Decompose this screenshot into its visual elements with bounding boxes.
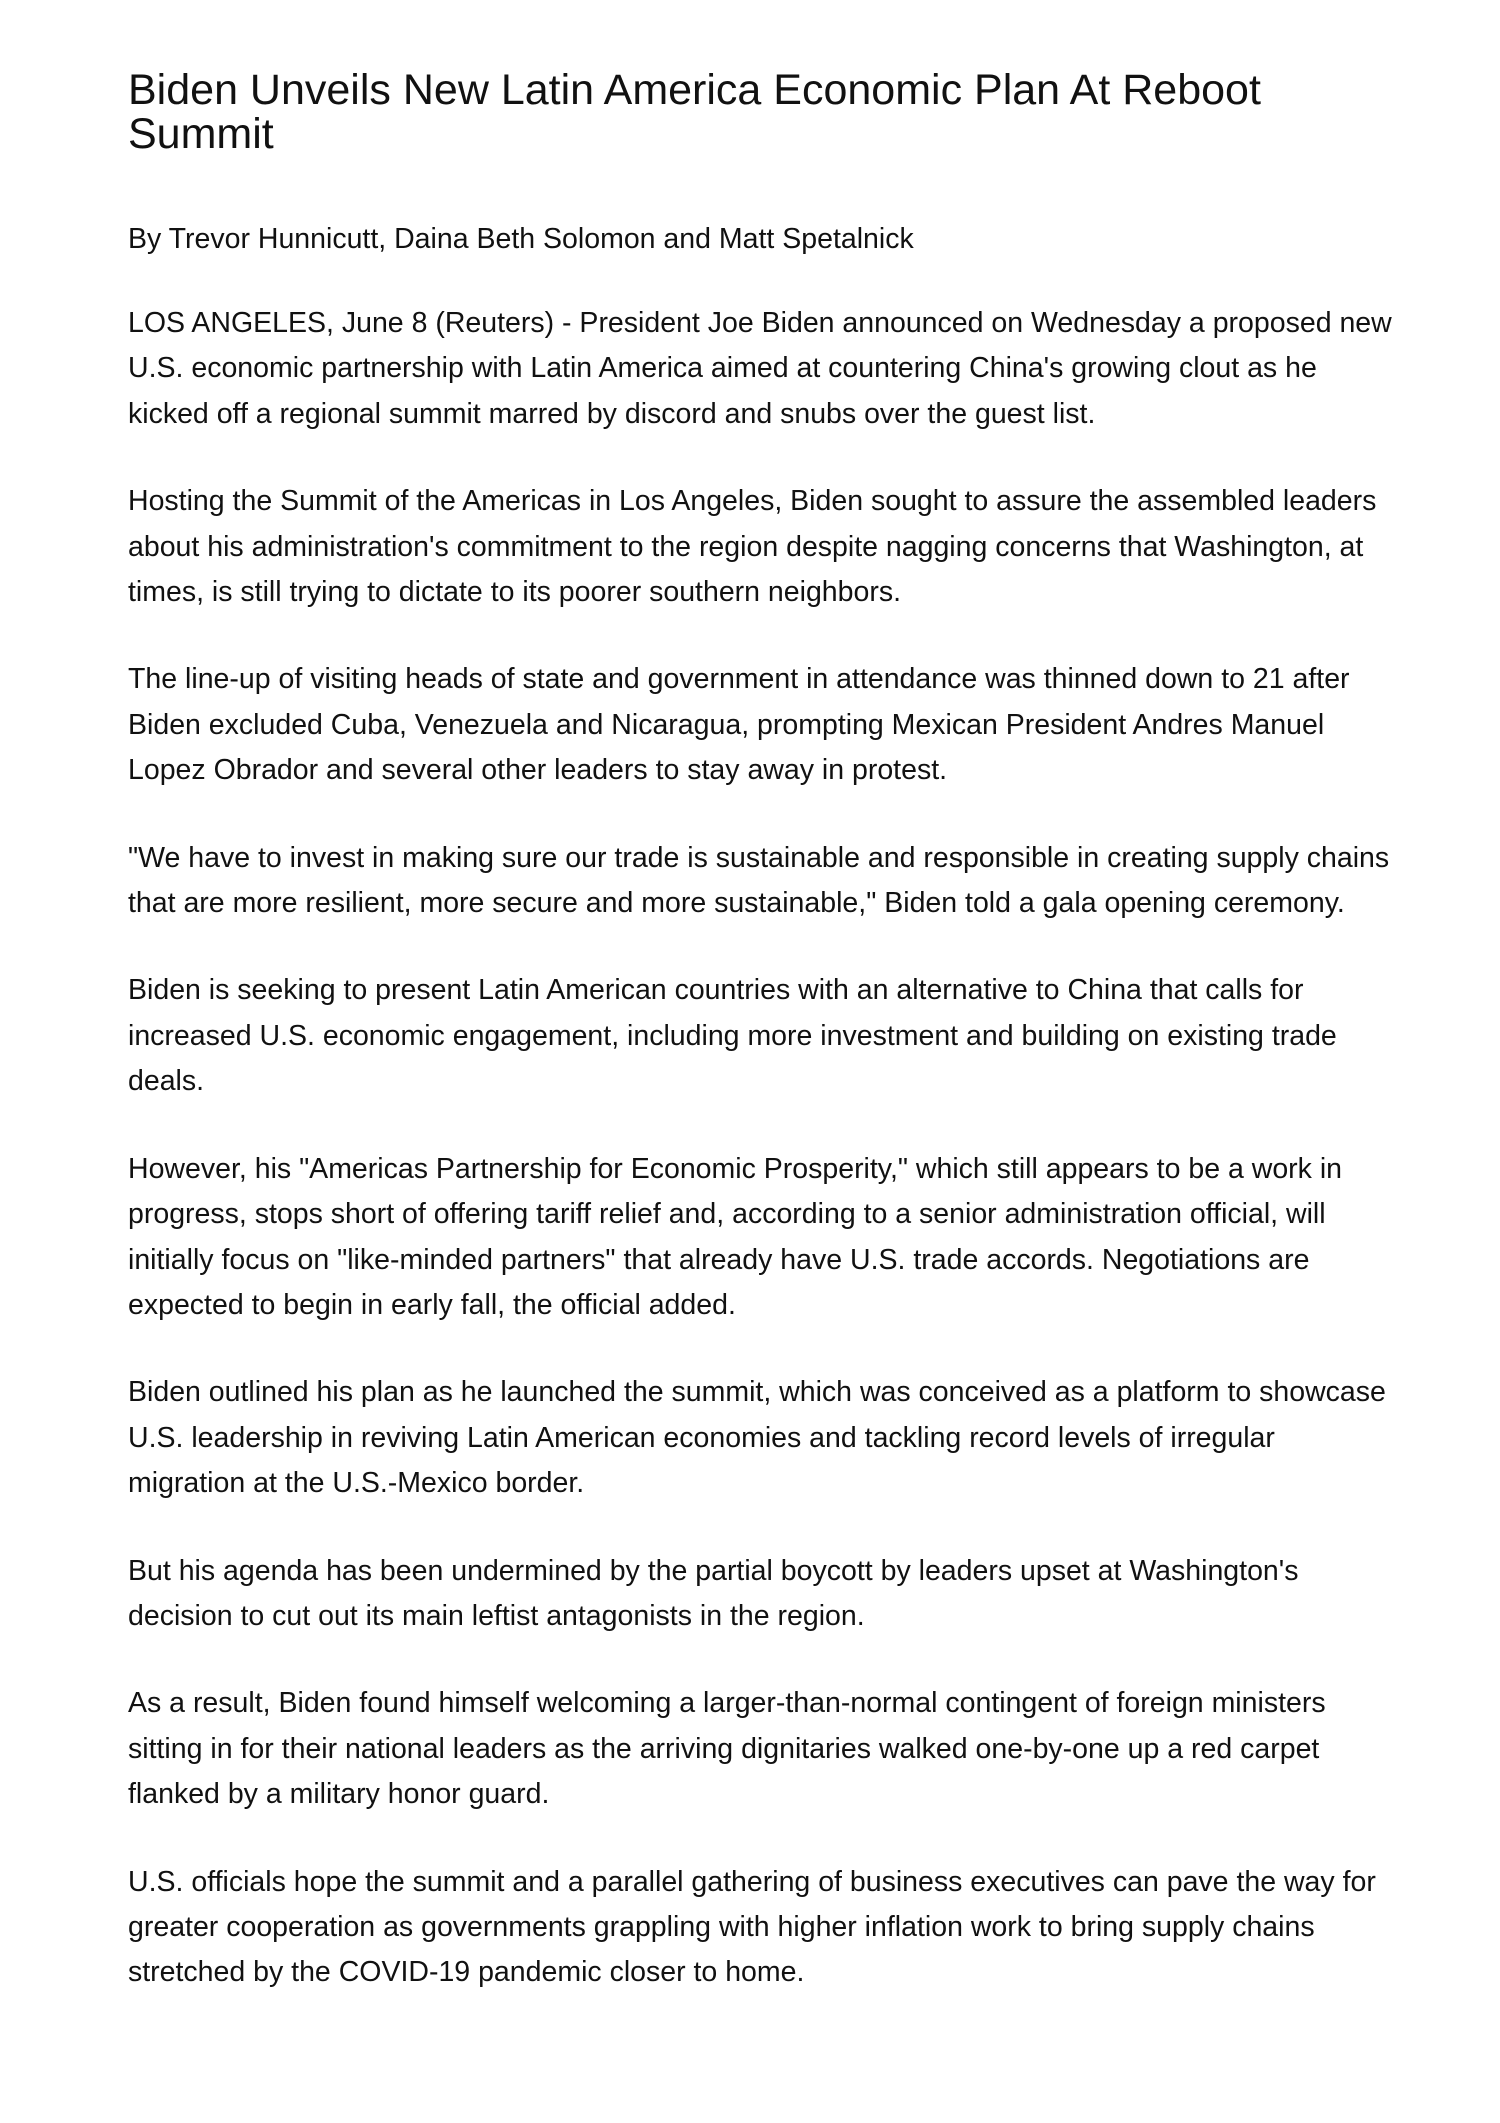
article-paragraph: The line-up of visiting heads of state and government in attendance was thinned down to 21 after Biden excluded Cuba, Venezuela and Nicaragua, prompting Mexican President Andres Manuel Lopez Obrador and several other leaders to stay away in protest. (128, 663, 1350, 787)
article-byline: By Trevor Hunnicutt, Daina Beth Solomon and Matt Spetalnick (128, 223, 914, 255)
article-body (128, 301, 1392, 2038)
article-paragraph: U.S. officials hope the summit and a parallel gathering of business executives can pave the way for greater cooperation as governments grappling with higher inflation work to bring supply chains stretched by the COVID-19 pandemic closer to home. (128, 1865, 1376, 1989)
article-paragraph: But his agenda has been undermined by the partial boycott by leaders upset at Washington's decision to cut out its main leftist antagonists in the region. (128, 1554, 1299, 1632)
article-paragraph: LOS ANGELES, June 8 (Reuters) - President Joe Biden announced on Wednesday a proposed new U.S. economic partnership with Latin America aimed at countering China's growing clout as he kicked off a regional summit marred by discord and snubs over the guest list. (128, 307, 1392, 430)
article-paragraph: Biden is seeking to present Latin American countries with an alternative to China that calls for increased U.S. economic engagement, including more investment and building on existing trade deals. (128, 974, 1337, 1098)
article-paragraph: Hosting the Summit of the Americas in Los Angeles, Biden sought to assure the assembled leaders about his administration's commitment to the region despite nagging concerns that Washington, at times, is still trying to dictate to its poorer southern neighbors. (128, 485, 1377, 609)
article-paragraph: Biden outlined his plan as he launched the summit, which was conceived as a platform to showcase U.S. leadership in reviving Latin American economies and tackling record levels of irregular migration at the U.S.-Mexico border. (128, 1376, 1386, 1500)
article-title: Biden Unveils New Latin America Economic Plan At Reboot Summit (128, 66, 1261, 158)
article-page (128, 66, 1392, 1989)
article-paragraph: "We have to invest in making sure our trade is sustainable and responsible in creating supply chains that are more resilient, more secure and more sustainable," Biden told a gala opening ceremony. (128, 841, 1390, 920)
article-paragraph: As a result, Biden found himself welcoming a larger-than-normal contingent of foreign ministers sitting in for their national leaders as the arriving dignitaries walked one-by-one up a red carpet flanked by a military honor guard. (128, 1687, 1326, 1811)
article-paragraph: However, his "Americas Partnership for Economic Prosperity," which still appears to be a work in progress, stops short of offering tariff relief and, according to a senior administration official, will initially focus on "like-minded partners" that already have U.S. trade accords. Negotiations are expected to begin in early fall, the official added. (128, 1152, 1343, 1321)
